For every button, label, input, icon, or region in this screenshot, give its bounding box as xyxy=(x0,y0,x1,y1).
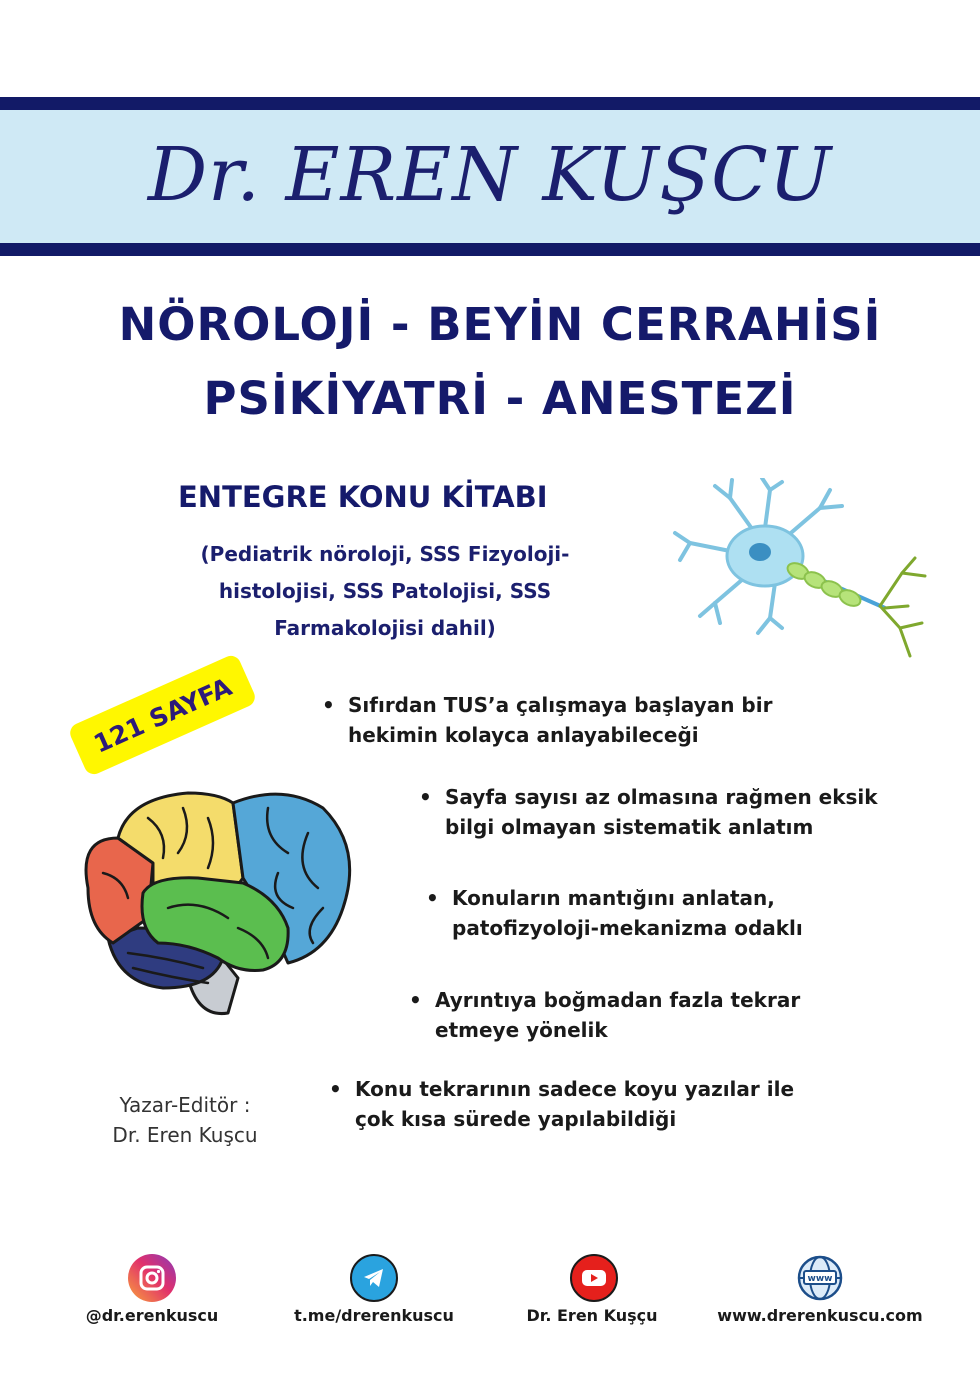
page-count-badge: 121 SAYFA xyxy=(67,653,258,778)
bullet-line: Sıfırdan TUS’a çalışmaya başlayan bir xyxy=(348,693,773,717)
feature-bullet xyxy=(426,883,803,943)
book-subtitle: ENTEGRE KONU KİTABI xyxy=(178,480,548,514)
feature-bullet xyxy=(409,985,801,1045)
bullet-dot: • xyxy=(419,785,432,809)
brain-illustration xyxy=(78,778,358,1028)
bullet-dot: • xyxy=(329,1077,342,1101)
book-description xyxy=(150,536,620,647)
banner-bottom-stripe xyxy=(0,243,980,256)
globe-icon[interactable] xyxy=(796,1254,844,1302)
main-title-line2: PSİKİYATRİ - ANESTEZİ xyxy=(203,372,797,425)
globe-www-text: www xyxy=(807,1274,833,1284)
editor-credit xyxy=(95,1090,275,1150)
editor-name: Dr. Eren Kuşcu xyxy=(112,1123,258,1147)
youtube-icon[interactable] xyxy=(570,1254,618,1302)
description-line: histolojisi, SSS Patolojisi, SSS xyxy=(218,579,552,603)
description-line: Farmakolojisi dahil) xyxy=(274,616,496,640)
bullet-line: Konu tekrarının sadece koyu yazılar ile xyxy=(355,1077,795,1101)
bullet-line: çok kısa sürede yapılabildiği xyxy=(355,1107,677,1131)
main-title-line1: NÖROLOJİ - BEYİN CERRAHİSİ xyxy=(118,298,882,351)
bullet-line: hekimin kolayca anlayabileceği xyxy=(348,723,699,747)
telegram-icon[interactable] xyxy=(350,1254,398,1302)
editor-label: Yazar-Editör : xyxy=(119,1093,251,1117)
telegram-link[interactable]: t.me/drerenkuscu xyxy=(294,1306,454,1325)
globe-glyph xyxy=(796,1254,844,1302)
neuron-illustration xyxy=(670,478,930,668)
bullet-line: bilgi olmayan sistematik anlatım xyxy=(445,815,814,839)
telegram-glyph xyxy=(361,1265,387,1291)
banner-top-stripe xyxy=(0,97,980,110)
youtube-glyph xyxy=(581,1268,607,1288)
bullet-dot: • xyxy=(409,988,422,1012)
instagram-link[interactable]: @dr.erenkuscu xyxy=(85,1306,219,1325)
youtube-link[interactable]: Dr. Eren Kuşçu xyxy=(526,1306,658,1325)
feature-bullet xyxy=(329,1074,795,1134)
description-line: (Pediatrik nöroloji, SSS Fizyoloji- xyxy=(200,542,570,566)
bullet-line: Sayfa sayısı az olmasına rağmen eksik xyxy=(445,785,878,809)
instagram-glyph xyxy=(138,1264,166,1292)
feature-bullet xyxy=(419,782,878,842)
bullet-line: etmeye yönelik xyxy=(435,1018,608,1042)
feature-bullet xyxy=(322,690,773,750)
bullet-line: Ayrıntıya boğmadan fazla tekrar xyxy=(435,988,801,1012)
bullet-dot: • xyxy=(426,886,439,910)
bullet-line: Konuların mantığını anlatan, xyxy=(452,886,775,910)
website-link[interactable]: www.drerenkuscu.com xyxy=(717,1306,923,1325)
bullet-dot: • xyxy=(322,693,335,717)
author-name-title: Dr. EREN KUŞCU xyxy=(147,132,833,218)
instagram-icon[interactable] xyxy=(128,1254,176,1302)
bullet-line: patofizyoloji-mekanizma odaklı xyxy=(452,916,803,940)
